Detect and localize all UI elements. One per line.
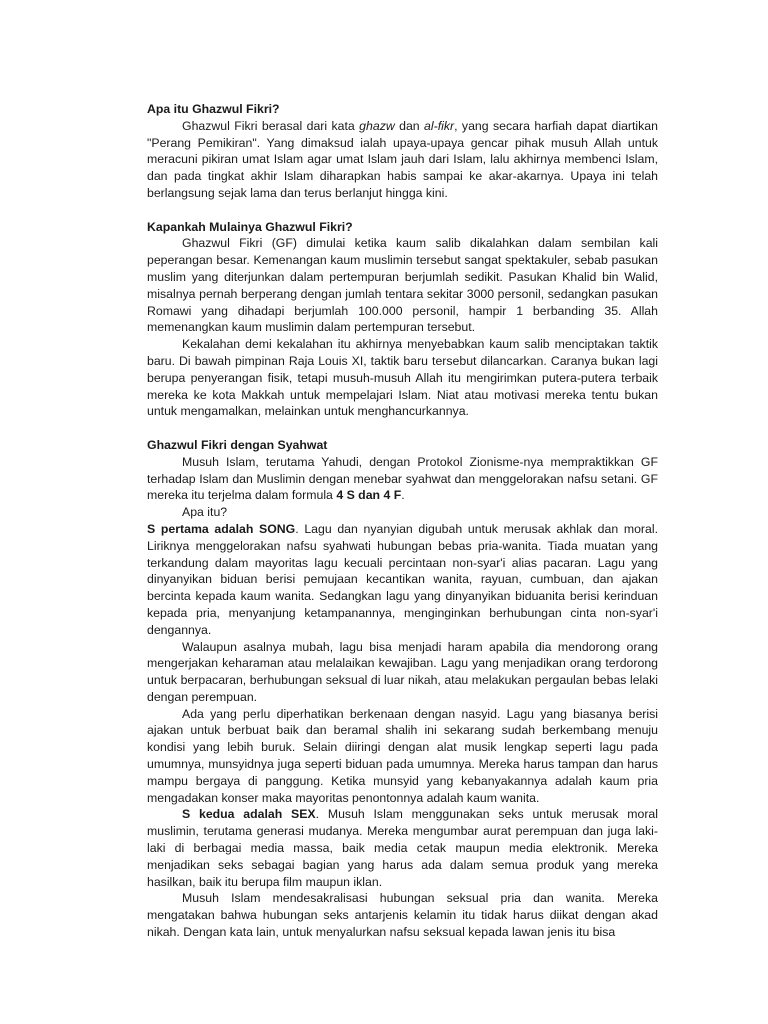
paragraph-definition: [147, 118, 658, 202]
text-run: . Musuh Islam menggunakan seks untuk merusak moral muslimin, terutama generasi mudanya. Mereka mengumbar aurat perempuan dan juga laki-laki di berbagai media massa, baik media cetak maupun media elektronik. Mereka menjadikan seks sebagai bagian yang harus ada dalam semua produk yang mereka hasilkan, baik itu berupa film maupun iklan.: [147, 807, 658, 889]
paragraph-formula: [147, 454, 658, 504]
paragraph-nasyid: Ada yang perlu diperhatikan berkenaan dengan nasyid. Lagu yang biasanya berisi ajakan untuk berbuat baik dan beramal shalih ini sekarang sudah berkembang menuju kondisi yang lebih buruk. Selain diiringi dengan alat musik lengkap seperti lagu pada umumnya, munsyidnya juga seperti biduan pada umumnya. Mereka harus tampan dan harus mampu bergaya di panggung. Ketika munsyid yang kebanyakannya adalah kaum pria mengadakan konser maka mayoritas penontonnya adalah kaum wanita.: [147, 706, 658, 805]
paragraph-question: Apa itu?: [182, 505, 228, 520]
section-gap: [147, 420, 658, 437]
text-run: .: [401, 488, 405, 503]
text-run: , yang secara harfiah dapat diartikan "Perang Pemikiran". Yang dimaksud ialah upaya-upaya gencar pihak musuh Allah untuk meracuni pikiran umat Islam agar umat Islam jauh dari Islam, lalu akhirnya membenci Islam, dan pada tingkat akhir Islam diharapkan habis sampai ke akar-akarnya. Upaya ini telah berlangsung sejak lama dan terus berlanjut hingga kini.: [147, 118, 658, 200]
bold-s-sex: S kedua adalah SEX: [182, 807, 316, 822]
section-heading-apa-itu: Apa itu Ghazwul Fikri?: [147, 102, 280, 116]
paragraph-song-haram: Walaupun asalnya mubah, lagu bisa menjadi haram apabila dia mendorong orang mengerjakan keharaman atau melalaikan kewajiban. Lagu yang menjadikan orang terdorong untuk berpacaran, berhubungan seksual di luar nikah, atau melakukan pergaulan bebas lelaki dengan perempuan.: [147, 639, 658, 704]
bold-s-song: S pertama adalah SONG: [147, 521, 296, 536]
paragraph-origin: Ghazwul Fikri (GF) dimulai ketika kaum salib dikalahkan dalam sembilan kali peperangan besar. Kemenangan kaum muslimin tersebut sangat spektakuler, sebab pasukan muslim yang diterjunkan dalam pertempuran berjumlah sedikit. Pasukan Khalid bin Walid, misalnya pernah berperang dengan jumlah tentara sekitar 3000 personil, sedangkan pasukan Romawi yang dihadapi berjumlah 100.000 personil, hampir 1 berbanding 35. Allah memenangkan kaum muslimin dalam pertempuran tersebut.: [147, 236, 658, 335]
italic-term-al-fikr: al-fikr: [424, 118, 455, 133]
section-heading-kapankah: Kapankah Mulainya Ghazwul Fikri?: [147, 219, 353, 234]
paragraph-new-tactic: Kekalahan demi kekalahan itu akhirnya menyebabkan kaum salib menciptakan taktik baru. Di bawah pimpinan Raja Louis XI, taktik baru tersebut dilancarkan. Caranya bukan lagi berupa penyerangan fisik, tetapi musuh-musuh Allah itu mengirimkan putera-putera terbaik mereka ke kota Makkah untuk mempelajari Islam. Niat atau motivasi mereka tentu bukan untuk mengamalkan, melainkan untuk menghancurkannya.: [147, 337, 658, 419]
text-run: Ghazwul Fikri berasal dari kata: [182, 118, 360, 133]
paragraph-song: [147, 521, 658, 639]
section-heading-syahwat: Ghazwul Fikri dengan Syahwat: [147, 437, 328, 452]
text-run: . Lagu dan nyanyian digubah untuk merusak akhlak dan moral. Liriknya menggelorakan nafsu syahwati hubungan bebas pria-wanita. Tiada muatan yang terkandung dalam mayoritas lagu kecuali percintaan non-syar'i alias pacaran. Lagu yang dinyanyikan biduan berisi pemujaan kecantikan wanita, rayuan, cumbuan, dan ajakan bercinta kepada kaum wanita. Sedangkan lagu yang dinyanyikan biduanita berisi kerinduan kepada pria, menyanjung ketampanannya, menginginkan berhubungan cinta non-syar'i dengannya.: [147, 521, 658, 637]
bold-formula: 4 S dan 4 F: [336, 488, 402, 503]
paragraph-sex: [147, 806, 658, 890]
paragraph-desakralisasi: Musuh Islam mendesakralisasi hubungan seksual pria dan wanita. Mereka mengatakan bahwa hubungan seks antarjenis kelamin itu tidak harus diikat dengan akad nikah. Dengan kata lain, untuk menyalurkan nafsu seksual kepada lawan jenis itu bisa: [147, 891, 658, 940]
section-gap: [147, 202, 658, 219]
text-run: Musuh Islam, terutama Yahudi, dengan Protokol Zionisme-nya mempraktikkan GF terhadap Islam dan Muslimin dengan menebar syahwat dan menggelorakan nafsu setani. GF mereka itu terjelma dalam formula: [147, 454, 658, 503]
text-run: dan: [394, 118, 425, 133]
document-page: [147, 101, 658, 941]
italic-term-ghazw: ghazw: [359, 118, 395, 133]
